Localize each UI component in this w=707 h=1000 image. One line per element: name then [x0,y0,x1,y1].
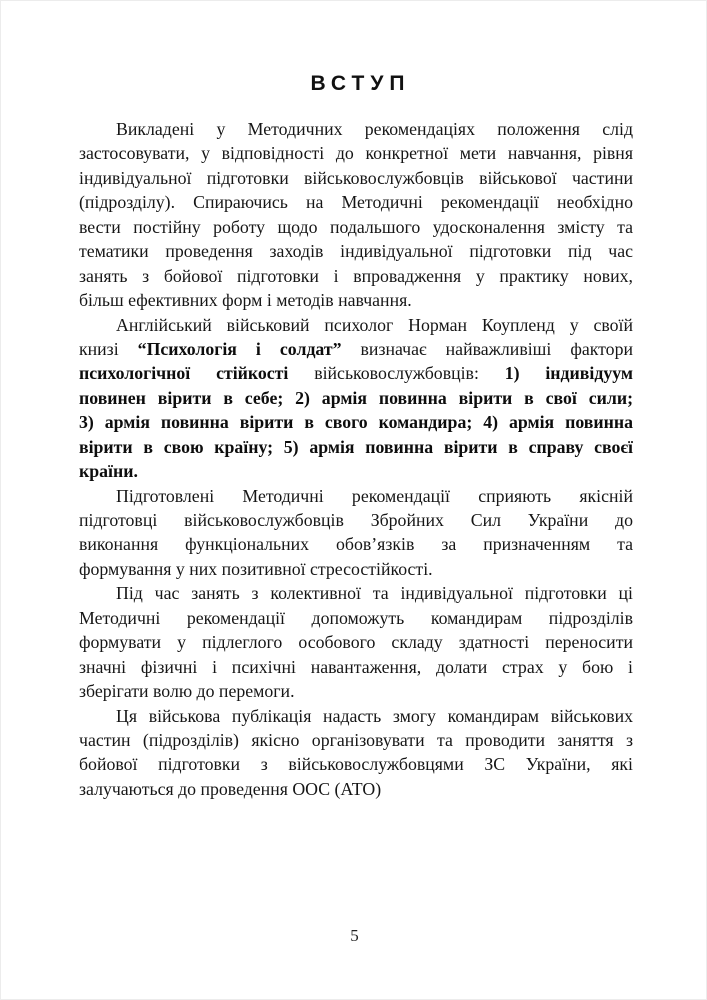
text-run: бойової підготовки з військовослужбовцями ЗС України, які [79,754,633,775]
text-run: книзі [79,338,138,359]
paragraph [79,704,633,802]
text-run: підготовці військовослужбовців Збройних Сил України до [79,510,633,530]
text-run: частин (підрозділів) якісно організовувати та проводити заняття з [79,729,633,750]
text-line [79,459,633,483]
text-run: тематики проведення заходів індивідуальної підготовки під час [79,241,633,262]
text-line [79,361,633,385]
bold-text-run: країни. [79,461,138,482]
text-line [79,190,633,214]
text-line [79,606,633,630]
text-line [79,239,633,263]
text-line [79,655,633,679]
text-run: Під час занять з колективної та індивідуальної підготовки ці [116,583,633,604]
text-line [79,679,633,703]
text-run: значні фізичні і психічні навантаження, долати страх у бою і [79,656,633,677]
page-title: ВСТУП [310,72,411,95]
text-line [79,630,633,654]
paragraph [79,581,633,703]
text-line [79,215,633,239]
text-line [79,117,633,141]
text-run: визначає найважливіші фактори [341,338,633,359]
text-line [79,313,633,337]
paragraph [79,117,633,313]
text-run: Викладені у Методичних рекомендаціях положення слід [116,119,633,139]
text-line [79,337,633,361]
text-line [79,264,633,288]
text-run: залучаються до проведення ООС (АТО) [79,778,382,799]
text-run: Англійський військовий психолог Норман Коупленд у своїй [116,314,633,335]
text-line [79,508,633,532]
paragraph [79,313,633,484]
text-line [79,141,633,165]
bold-text-run: психологічної стійкості [79,363,289,384]
text-line [79,386,633,410]
text-line [79,288,633,312]
bold-text-run: вірити в свою країну; 5) армія повинна вірити в справу своєї [79,436,633,457]
bold-text-run: “Психологія і солдат” [137,338,342,359]
text-run: Підготовлені Методичні рекомендації сприяють якісній [116,485,633,506]
text-line [79,435,633,459]
text-run: Методичні рекомендації допоможуть командирам підрозділів [79,607,633,628]
text-line [79,532,633,556]
body-text [79,117,633,801]
text-run: вести постійну роботу щодо подальшого удосконалення змісту та [79,216,633,237]
bold-text-run: 3) армія повинна вірити в свого командира; 4) армія повинна [79,412,633,433]
text-line [79,410,633,434]
text-line [79,484,633,508]
text-line [79,728,633,752]
text-run: занять з бойової підготовки і впровадження у практику нових, [79,265,633,286]
text-run: виконання функціональних обов’язків за призначенням та [79,534,633,555]
text-run: застосовувати, у відповідності до конкретної мети навчання, рівня [79,143,633,164]
bold-text-run: 1) індивідуум [504,363,633,384]
text-line [79,777,633,801]
paragraph [79,484,633,582]
text-line [79,557,633,581]
text-line [79,704,633,728]
text-run: більш ефективних форм і методів навчання. [79,290,412,311]
text-run: (підрозділу). Спираючись на Методичні рекомендації необхідно [79,192,633,213]
bold-text-run: повинен вірити в себе; 2) армія повинна вірити в свої сили; [79,387,633,408]
text-line [79,752,633,776]
text-line [79,581,633,605]
text-run: індивідуальної підготовки військовослужбовців військової частини [79,167,633,188]
text-run: формування у них позитивної стресостійкості. [79,558,433,579]
text-run: Ця військова публікація надасть змогу командирам військових [116,705,633,726]
text-line [79,166,633,190]
page-number: 5 [350,926,359,945]
text-run: військовослужбовців: [288,363,505,384]
text-run: формувати у підлеглого особового складу здатності переносити [79,632,633,653]
text-run: зберігати волю до перемоги. [79,681,295,702]
